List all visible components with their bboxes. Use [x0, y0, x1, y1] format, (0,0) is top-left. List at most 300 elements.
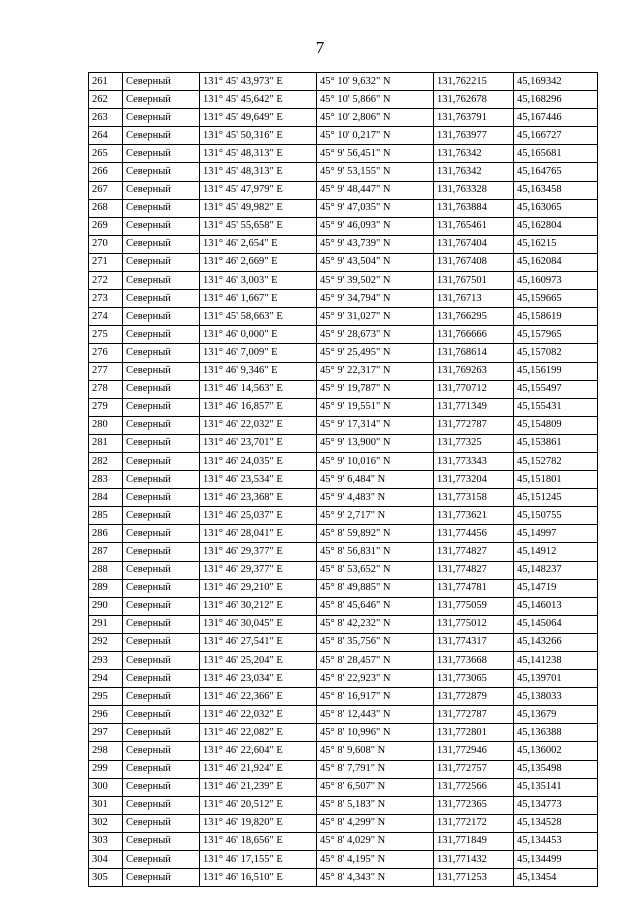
- latitude-dms-cell: 45° 9' 34,794" N: [317, 290, 434, 308]
- point-number-cell: 279: [89, 398, 123, 416]
- longitude-decimal-cell: 131,76342: [434, 145, 514, 163]
- latitude-decimal-cell: 45,134773: [514, 796, 598, 814]
- latitude-decimal-cell: 45,163458: [514, 181, 598, 199]
- side-cell: Северный: [123, 109, 200, 127]
- side-cell: Северный: [123, 181, 200, 199]
- longitude-decimal-cell: 131,767501: [434, 272, 514, 290]
- side-cell: Северный: [123, 724, 200, 742]
- table-row: [89, 235, 598, 253]
- point-number-cell: 275: [89, 326, 123, 344]
- latitude-decimal-cell: 45,151245: [514, 489, 598, 507]
- longitude-decimal-cell: 131,772879: [434, 688, 514, 706]
- longitude-decimal-cell: 131,773621: [434, 507, 514, 525]
- side-cell: Северный: [123, 163, 200, 181]
- longitude-dms-cell: 131° 46' 23,701" E: [200, 434, 317, 452]
- longitude-dms-cell: 131° 46' 30,212" E: [200, 597, 317, 615]
- longitude-dms-cell: 131° 46' 17,155" E: [200, 851, 317, 869]
- latitude-decimal-cell: 45,136002: [514, 742, 598, 760]
- table-row: [89, 344, 598, 362]
- table-row: [89, 832, 598, 850]
- point-number-cell: 263: [89, 109, 123, 127]
- latitude-dms-cell: 45° 10' 2,806" N: [317, 109, 434, 127]
- point-number-cell: 264: [89, 127, 123, 145]
- longitude-dms-cell: 131° 46' 30,045" E: [200, 615, 317, 633]
- longitude-dms-cell: 131° 46' 28,041" E: [200, 525, 317, 543]
- latitude-dms-cell: 45° 8' 28,457" N: [317, 652, 434, 670]
- point-number-cell: 276: [89, 344, 123, 362]
- longitude-dms-cell: 131° 46' 1,667" E: [200, 290, 317, 308]
- point-number-cell: 262: [89, 91, 123, 109]
- side-cell: Северный: [123, 290, 200, 308]
- table-row: [89, 597, 598, 615]
- longitude-decimal-cell: 131,772787: [434, 706, 514, 724]
- longitude-decimal-cell: 131,772172: [434, 814, 514, 832]
- latitude-dms-cell: 45° 9' 43,739" N: [317, 235, 434, 253]
- table-row: [89, 543, 598, 561]
- longitude-dms-cell: 131° 46' 22,082" E: [200, 724, 317, 742]
- longitude-decimal-cell: 131,763791: [434, 109, 514, 127]
- latitude-dms-cell: 45° 8' 4,299" N: [317, 814, 434, 832]
- latitude-decimal-cell: 45,155431: [514, 398, 598, 416]
- side-cell: Северный: [123, 416, 200, 434]
- side-cell: Северный: [123, 832, 200, 850]
- point-number-cell: 285: [89, 507, 123, 525]
- longitude-decimal-cell: 131,772787: [434, 416, 514, 434]
- side-cell: Северный: [123, 362, 200, 380]
- longitude-decimal-cell: 131,76342: [434, 163, 514, 181]
- table-row: [89, 633, 598, 651]
- table-row: [89, 199, 598, 217]
- longitude-decimal-cell: 131,775012: [434, 615, 514, 633]
- latitude-decimal-cell: 45,146013: [514, 597, 598, 615]
- longitude-dms-cell: 131° 45' 50,316" E: [200, 127, 317, 145]
- longitude-dms-cell: 131° 46' 19,820" E: [200, 814, 317, 832]
- latitude-decimal-cell: 45,163065: [514, 199, 598, 217]
- longitude-decimal-cell: 131,770712: [434, 380, 514, 398]
- latitude-decimal-cell: 45,14719: [514, 579, 598, 597]
- longitude-dms-cell: 131° 46' 23,034" E: [200, 670, 317, 688]
- latitude-decimal-cell: 45,134528: [514, 814, 598, 832]
- point-number-cell: 288: [89, 561, 123, 579]
- point-number-cell: 268: [89, 199, 123, 217]
- table-row: [89, 525, 598, 543]
- side-cell: Северный: [123, 851, 200, 869]
- latitude-dms-cell: 45° 8' 56,831" N: [317, 543, 434, 561]
- latitude-dms-cell: 45° 8' 16,917" N: [317, 688, 434, 706]
- longitude-decimal-cell: 131,772757: [434, 760, 514, 778]
- longitude-dms-cell: 131° 46' 16,857" E: [200, 398, 317, 416]
- longitude-decimal-cell: 131,769263: [434, 362, 514, 380]
- table-row: [89, 452, 598, 470]
- side-cell: Северный: [123, 380, 200, 398]
- point-number-cell: 289: [89, 579, 123, 597]
- point-number-cell: 305: [89, 869, 123, 887]
- table-row: [89, 760, 598, 778]
- longitude-dms-cell: 131° 46' 25,037" E: [200, 507, 317, 525]
- table-row: [89, 869, 598, 887]
- latitude-dms-cell: 45° 10' 0,217" N: [317, 127, 434, 145]
- side-cell: Северный: [123, 525, 200, 543]
- latitude-decimal-cell: 45,143266: [514, 633, 598, 651]
- longitude-dms-cell: 131° 46' 14,563" E: [200, 380, 317, 398]
- latitude-dms-cell: 45° 8' 53,652" N: [317, 561, 434, 579]
- point-number-cell: 267: [89, 181, 123, 199]
- table-row: [89, 434, 598, 452]
- latitude-dms-cell: 45° 8' 42,232" N: [317, 615, 434, 633]
- table-row: [89, 163, 598, 181]
- latitude-decimal-cell: 45,157082: [514, 344, 598, 362]
- latitude-decimal-cell: 45,168296: [514, 91, 598, 109]
- table-row: [89, 489, 598, 507]
- table-row: [89, 73, 598, 91]
- point-number-cell: 300: [89, 778, 123, 796]
- side-cell: Северный: [123, 597, 200, 615]
- longitude-decimal-cell: 131,773204: [434, 471, 514, 489]
- table-row: [89, 127, 598, 145]
- longitude-decimal-cell: 131,774456: [434, 525, 514, 543]
- latitude-dms-cell: 45° 8' 22,923" N: [317, 670, 434, 688]
- point-number-cell: 299: [89, 760, 123, 778]
- side-cell: Северный: [123, 543, 200, 561]
- point-number-cell: 291: [89, 615, 123, 633]
- longitude-dms-cell: 131° 45' 48,313" E: [200, 145, 317, 163]
- latitude-decimal-cell: 45,169342: [514, 73, 598, 91]
- longitude-dms-cell: 131° 46' 16,510" E: [200, 869, 317, 887]
- latitude-dms-cell: 45° 9' 53,155" N: [317, 163, 434, 181]
- side-cell: Северный: [123, 869, 200, 887]
- latitude-decimal-cell: 45,139701: [514, 670, 598, 688]
- latitude-dms-cell: 45° 8' 9,608" N: [317, 742, 434, 760]
- latitude-dms-cell: 45° 9' 19,787" N: [317, 380, 434, 398]
- table-row: [89, 416, 598, 434]
- table-row: [89, 217, 598, 235]
- table-row: [89, 688, 598, 706]
- latitude-decimal-cell: 45,141238: [514, 652, 598, 670]
- longitude-dms-cell: 131° 45' 49,649" E: [200, 109, 317, 127]
- side-cell: Северный: [123, 344, 200, 362]
- longitude-dms-cell: 131° 46' 25,204" E: [200, 652, 317, 670]
- point-number-cell: 303: [89, 832, 123, 850]
- longitude-decimal-cell: 131,765461: [434, 217, 514, 235]
- point-number-cell: 282: [89, 452, 123, 470]
- latitude-dms-cell: 45° 8' 10,996" N: [317, 724, 434, 742]
- point-number-cell: 269: [89, 217, 123, 235]
- table-row: [89, 814, 598, 832]
- side-cell: Северный: [123, 561, 200, 579]
- point-number-cell: 298: [89, 742, 123, 760]
- latitude-dms-cell: 45° 9' 46,093" N: [317, 217, 434, 235]
- side-cell: Северный: [123, 398, 200, 416]
- latitude-decimal-cell: 45,14912: [514, 543, 598, 561]
- point-number-cell: 304: [89, 851, 123, 869]
- latitude-dms-cell: 45° 9' 2,717" N: [317, 507, 434, 525]
- latitude-decimal-cell: 45,152782: [514, 452, 598, 470]
- latitude-dms-cell: 45° 8' 4,195" N: [317, 851, 434, 869]
- longitude-dms-cell: 131° 46' 22,032" E: [200, 416, 317, 434]
- latitude-dms-cell: 45° 8' 12,443" N: [317, 706, 434, 724]
- longitude-dms-cell: 131° 45' 45,642" E: [200, 91, 317, 109]
- latitude-dms-cell: 45° 8' 45,646" N: [317, 597, 434, 615]
- latitude-decimal-cell: 45,160973: [514, 272, 598, 290]
- longitude-decimal-cell: 131,772566: [434, 778, 514, 796]
- longitude-decimal-cell: 131,772365: [434, 796, 514, 814]
- side-cell: Северный: [123, 796, 200, 814]
- longitude-decimal-cell: 131,762215: [434, 73, 514, 91]
- longitude-dms-cell: 131° 45' 47,979" E: [200, 181, 317, 199]
- latitude-decimal-cell: 45,158619: [514, 308, 598, 326]
- table-row: [89, 706, 598, 724]
- latitude-dms-cell: 45° 9' 48,447" N: [317, 181, 434, 199]
- latitude-dms-cell: 45° 9' 56,451" N: [317, 145, 434, 163]
- longitude-dms-cell: 131° 46' 9,346" E: [200, 362, 317, 380]
- side-cell: Северный: [123, 308, 200, 326]
- side-cell: Северный: [123, 507, 200, 525]
- latitude-decimal-cell: 45,13679: [514, 706, 598, 724]
- page-number: 7: [315, 38, 325, 57]
- side-cell: Северный: [123, 652, 200, 670]
- point-number-cell: 261: [89, 73, 123, 91]
- table-row: [89, 652, 598, 670]
- latitude-decimal-cell: 45,150755: [514, 507, 598, 525]
- table-row: [89, 579, 598, 597]
- side-cell: Северный: [123, 127, 200, 145]
- point-number-cell: 270: [89, 235, 123, 253]
- side-cell: Северный: [123, 235, 200, 253]
- longitude-dms-cell: 131° 46' 21,924" E: [200, 760, 317, 778]
- longitude-decimal-cell: 131,773065: [434, 670, 514, 688]
- longitude-dms-cell: 131° 46' 29,377" E: [200, 561, 317, 579]
- longitude-decimal-cell: 131,774827: [434, 543, 514, 561]
- point-number-cell: 280: [89, 416, 123, 434]
- coordinates-table: [88, 72, 598, 887]
- side-cell: Северный: [123, 253, 200, 271]
- latitude-dms-cell: 45° 8' 49,885" N: [317, 579, 434, 597]
- point-number-cell: 273: [89, 290, 123, 308]
- side-cell: Северный: [123, 615, 200, 633]
- latitude-decimal-cell: 45,159665: [514, 290, 598, 308]
- longitude-decimal-cell: 131,763884: [434, 199, 514, 217]
- longitude-dms-cell: 131° 46' 23,368" E: [200, 489, 317, 507]
- table-row: [89, 362, 598, 380]
- longitude-decimal-cell: 131,766666: [434, 326, 514, 344]
- point-number-cell: 292: [89, 633, 123, 651]
- latitude-decimal-cell: 45,164765: [514, 163, 598, 181]
- longitude-dms-cell: 131° 46' 2,654" E: [200, 235, 317, 253]
- longitude-decimal-cell: 131,771432: [434, 851, 514, 869]
- side-cell: Северный: [123, 145, 200, 163]
- point-number-cell: 266: [89, 163, 123, 181]
- latitude-dms-cell: 45° 8' 59,892" N: [317, 525, 434, 543]
- table-row: [89, 561, 598, 579]
- point-number-cell: 283: [89, 471, 123, 489]
- longitude-decimal-cell: 131,763977: [434, 127, 514, 145]
- side-cell: Северный: [123, 73, 200, 91]
- table-row: [89, 398, 598, 416]
- longitude-decimal-cell: 131,768614: [434, 344, 514, 362]
- table-row: [89, 290, 598, 308]
- latitude-dms-cell: 45° 9' 13,900" N: [317, 434, 434, 452]
- table-row: [89, 145, 598, 163]
- side-cell: Северный: [123, 760, 200, 778]
- latitude-decimal-cell: 45,156199: [514, 362, 598, 380]
- latitude-decimal-cell: 45,151801: [514, 471, 598, 489]
- longitude-dms-cell: 131° 45' 48,313" E: [200, 163, 317, 181]
- latitude-decimal-cell: 45,134453: [514, 832, 598, 850]
- latitude-dms-cell: 45° 10' 9,632" N: [317, 73, 434, 91]
- point-number-cell: 277: [89, 362, 123, 380]
- table-row: [89, 851, 598, 869]
- latitude-dms-cell: 45° 9' 47,035" N: [317, 199, 434, 217]
- latitude-dms-cell: 45° 9' 28,673" N: [317, 326, 434, 344]
- point-number-cell: 286: [89, 525, 123, 543]
- latitude-decimal-cell: 45,134499: [514, 851, 598, 869]
- side-cell: Северный: [123, 91, 200, 109]
- table-row: [89, 471, 598, 489]
- longitude-dms-cell: 131° 46' 29,377" E: [200, 543, 317, 561]
- latitude-decimal-cell: 45,136388: [514, 724, 598, 742]
- point-number-cell: 281: [89, 434, 123, 452]
- coordinates-table-body: [89, 73, 598, 887]
- side-cell: Северный: [123, 471, 200, 489]
- longitude-dms-cell: 131° 46' 20,512" E: [200, 796, 317, 814]
- latitude-decimal-cell: 45,148237: [514, 561, 598, 579]
- point-number-cell: 302: [89, 814, 123, 832]
- table-row: [89, 181, 598, 199]
- table-row: [89, 778, 598, 796]
- table-row: [89, 91, 598, 109]
- side-cell: Северный: [123, 489, 200, 507]
- latitude-decimal-cell: 45,155497: [514, 380, 598, 398]
- latitude-decimal-cell: 45,135498: [514, 760, 598, 778]
- longitude-decimal-cell: 131,763328: [434, 181, 514, 199]
- longitude-decimal-cell: 131,76713: [434, 290, 514, 308]
- latitude-dms-cell: 45° 8' 7,791" N: [317, 760, 434, 778]
- longitude-decimal-cell: 131,767404: [434, 235, 514, 253]
- latitude-decimal-cell: 45,165681: [514, 145, 598, 163]
- point-number-cell: 278: [89, 380, 123, 398]
- latitude-dms-cell: 45° 8' 4,029" N: [317, 832, 434, 850]
- latitude-decimal-cell: 45,162084: [514, 253, 598, 271]
- latitude-decimal-cell: 45,162804: [514, 217, 598, 235]
- latitude-dms-cell: 45° 9' 19,551" N: [317, 398, 434, 416]
- latitude-dms-cell: 45° 8' 35,756" N: [317, 633, 434, 651]
- point-number-cell: 284: [89, 489, 123, 507]
- longitude-dms-cell: 131° 45' 58,663" E: [200, 308, 317, 326]
- longitude-dms-cell: 131° 46' 24,035" E: [200, 452, 317, 470]
- latitude-decimal-cell: 45,145064: [514, 615, 598, 633]
- table-row: [89, 507, 598, 525]
- side-cell: Северный: [123, 579, 200, 597]
- longitude-dms-cell: 131° 46' 22,366" E: [200, 688, 317, 706]
- longitude-decimal-cell: 131,766295: [434, 308, 514, 326]
- latitude-dms-cell: 45° 9' 22,317" N: [317, 362, 434, 380]
- table-row: [89, 742, 598, 760]
- longitude-decimal-cell: 131,773668: [434, 652, 514, 670]
- side-cell: Северный: [123, 778, 200, 796]
- point-number-cell: 295: [89, 688, 123, 706]
- latitude-dms-cell: 45° 8' 5,183" N: [317, 796, 434, 814]
- latitude-dms-cell: 45° 9' 17,314" N: [317, 416, 434, 434]
- longitude-dms-cell: 131° 46' 22,604" E: [200, 742, 317, 760]
- table-row: [89, 326, 598, 344]
- longitude-dms-cell: 131° 46' 22,032" E: [200, 706, 317, 724]
- point-number-cell: 294: [89, 670, 123, 688]
- point-number-cell: 290: [89, 597, 123, 615]
- latitude-dms-cell: 45° 10' 5,866" N: [317, 91, 434, 109]
- longitude-decimal-cell: 131,772801: [434, 724, 514, 742]
- longitude-decimal-cell: 131,762678: [434, 91, 514, 109]
- latitude-dms-cell: 45° 9' 10,016" N: [317, 452, 434, 470]
- point-number-cell: 297: [89, 724, 123, 742]
- table-row: [89, 724, 598, 742]
- longitude-decimal-cell: 131,775059: [434, 597, 514, 615]
- longitude-decimal-cell: 131,773343: [434, 452, 514, 470]
- latitude-decimal-cell: 45,153861: [514, 434, 598, 452]
- longitude-dms-cell: 131° 46' 3,003" E: [200, 272, 317, 290]
- longitude-decimal-cell: 131,771849: [434, 832, 514, 850]
- longitude-decimal-cell: 131,772946: [434, 742, 514, 760]
- point-number-cell: 301: [89, 796, 123, 814]
- point-number-cell: 296: [89, 706, 123, 724]
- table-row: [89, 253, 598, 271]
- point-number-cell: 287: [89, 543, 123, 561]
- longitude-dms-cell: 131° 46' 2,669" E: [200, 253, 317, 271]
- point-number-cell: 272: [89, 272, 123, 290]
- side-cell: Северный: [123, 633, 200, 651]
- longitude-dms-cell: 131° 46' 23,534" E: [200, 471, 317, 489]
- longitude-dms-cell: 131° 45' 49,982" E: [200, 199, 317, 217]
- latitude-dms-cell: 45° 9' 31,027" N: [317, 308, 434, 326]
- latitude-dms-cell: 45° 9' 25,495" N: [317, 344, 434, 362]
- longitude-decimal-cell: 131,77325: [434, 434, 514, 452]
- side-cell: Северный: [123, 706, 200, 724]
- longitude-dms-cell: 131° 45' 43,973" E: [200, 73, 317, 91]
- latitude-decimal-cell: 45,16215: [514, 235, 598, 253]
- side-cell: Северный: [123, 326, 200, 344]
- latitude-dms-cell: 45° 9' 4,483" N: [317, 489, 434, 507]
- latitude-decimal-cell: 45,135141: [514, 778, 598, 796]
- point-number-cell: 293: [89, 652, 123, 670]
- longitude-dms-cell: 131° 46' 27,541" E: [200, 633, 317, 651]
- table-row: [89, 670, 598, 688]
- latitude-dms-cell: 45° 9' 43,504" N: [317, 253, 434, 271]
- side-cell: Северный: [123, 434, 200, 452]
- longitude-decimal-cell: 131,773158: [434, 489, 514, 507]
- longitude-dms-cell: 131° 45' 55,658" E: [200, 217, 317, 235]
- latitude-decimal-cell: 45,13454: [514, 869, 598, 887]
- longitude-decimal-cell: 131,774781: [434, 579, 514, 597]
- side-cell: Северный: [123, 199, 200, 217]
- side-cell: Северный: [123, 670, 200, 688]
- side-cell: Северный: [123, 452, 200, 470]
- latitude-dms-cell: 45° 9' 39,502" N: [317, 272, 434, 290]
- longitude-dms-cell: 131° 46' 21,239" E: [200, 778, 317, 796]
- table-row: [89, 796, 598, 814]
- point-number-cell: 274: [89, 308, 123, 326]
- side-cell: Северный: [123, 742, 200, 760]
- latitude-dms-cell: 45° 8' 4,343" N: [317, 869, 434, 887]
- longitude-decimal-cell: 131,771349: [434, 398, 514, 416]
- latitude-dms-cell: 45° 8' 6,507" N: [317, 778, 434, 796]
- table-row: [89, 308, 598, 326]
- side-cell: Северный: [123, 814, 200, 832]
- longitude-dms-cell: 131° 46' 18,656" E: [200, 832, 317, 850]
- latitude-decimal-cell: 45,166727: [514, 127, 598, 145]
- table-row: [89, 615, 598, 633]
- longitude-decimal-cell: 131,767408: [434, 253, 514, 271]
- longitude-dms-cell: 131° 46' 29,210" E: [200, 579, 317, 597]
- table-row: [89, 380, 598, 398]
